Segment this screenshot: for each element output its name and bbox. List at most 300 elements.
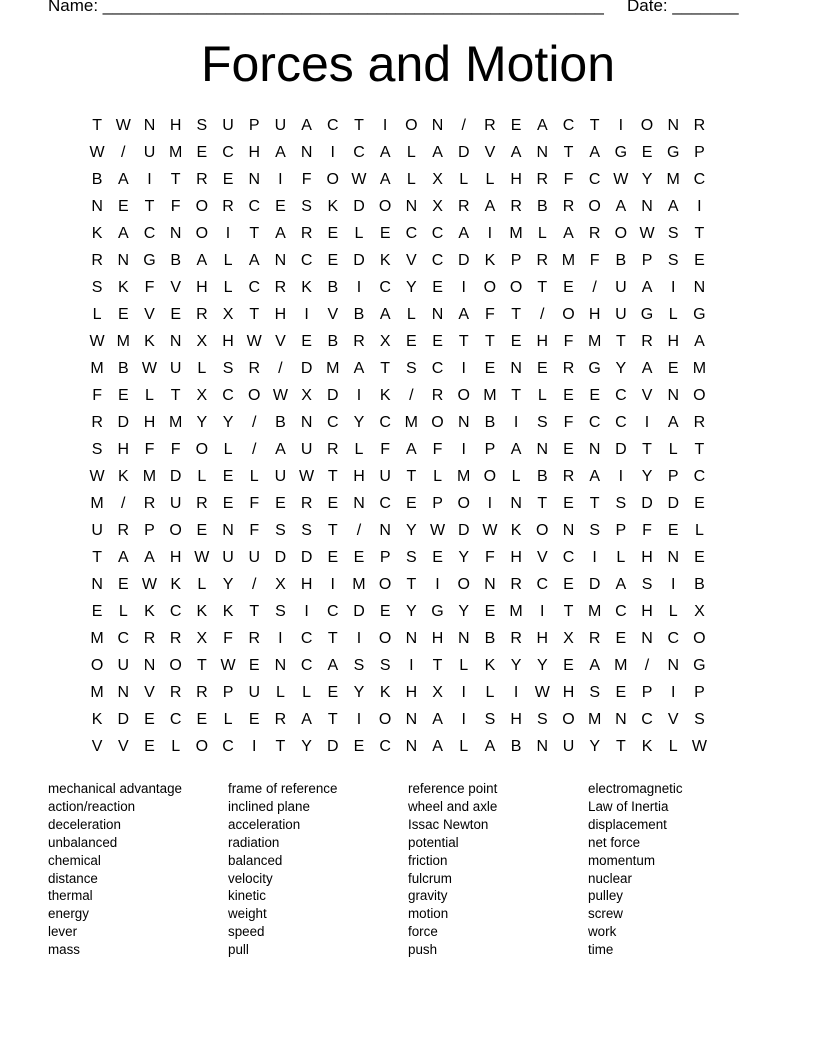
grid-letter[interactable]: U [615, 278, 627, 296]
grid-letter[interactable]: D [615, 440, 627, 458]
grid-letter[interactable]: U [248, 683, 260, 701]
grid-letter[interactable]: M [614, 656, 628, 674]
grid-letter[interactable]: / [121, 494, 126, 512]
grid-letter[interactable]: F [249, 494, 260, 512]
grid-letter[interactable]: S [91, 278, 103, 296]
grid-letter[interactable]: L [197, 467, 207, 485]
grid-letter[interactable]: G [693, 656, 706, 674]
grid-letter[interactable]: C [562, 548, 575, 566]
grid-letter[interactable]: W [115, 116, 131, 134]
grid-letter[interactable]: K [379, 386, 391, 404]
grid-letter[interactable]: E [667, 359, 679, 377]
grid-letter[interactable]: N [379, 521, 391, 539]
grid-letter[interactable]: R [693, 413, 706, 431]
grid-letter[interactable]: I [278, 629, 283, 647]
grid-letter[interactable]: S [536, 710, 548, 728]
grid-letter[interactable]: P [641, 683, 653, 701]
grid-letter[interactable]: S [275, 602, 286, 620]
grid-letter[interactable]: B [615, 251, 627, 269]
grid-letter[interactable]: S [406, 359, 417, 377]
grid-letter[interactable]: O [640, 116, 654, 134]
grid-letter[interactable]: O [431, 413, 444, 431]
grid-letter[interactable]: O [614, 224, 628, 242]
grid-letter[interactable]: C [327, 602, 339, 620]
grid-letter[interactable]: F [249, 521, 260, 539]
grid-letter[interactable]: L [145, 386, 154, 404]
grid-letter[interactable]: N [143, 116, 156, 134]
grid-letter[interactable]: R [562, 197, 575, 215]
grid-letter[interactable]: W [220, 656, 236, 674]
grid-letter[interactable]: A [484, 737, 496, 755]
grid-letter[interactable]: W [429, 521, 446, 539]
grid-letter[interactable]: E [222, 494, 234, 512]
grid-letter[interactable]: M [666, 170, 680, 188]
grid-letter[interactable]: H [353, 467, 365, 485]
grid-letter[interactable]: Y [406, 521, 417, 539]
grid-letter[interactable]: S [667, 251, 679, 269]
grid-letter[interactable]: C [615, 602, 627, 620]
grid-letter[interactable]: W [639, 224, 655, 242]
grid-letter[interactable]: G [640, 305, 654, 323]
grid-letter[interactable]: E [353, 737, 365, 755]
grid-letter[interactable]: W [272, 386, 288, 404]
grid-letter[interactable]: R [196, 683, 208, 701]
grid-letter[interactable]: V [406, 251, 417, 269]
grid-letter[interactable]: U [143, 143, 156, 161]
grid-letter[interactable]: T [170, 170, 181, 188]
grid-letter[interactable]: I [513, 413, 519, 431]
grid-letter[interactable]: D [274, 548, 287, 566]
grid-letter[interactable]: U [222, 116, 234, 134]
grid-letter[interactable]: T [537, 494, 548, 512]
grid-letter[interactable]: S [615, 494, 627, 512]
grid-letter[interactable]: B [484, 629, 496, 647]
grid-letter[interactable]: M [483, 386, 497, 404]
grid-letter[interactable]: T [642, 440, 652, 458]
grid-letter[interactable]: N [117, 251, 130, 269]
grid-letter[interactable]: W [351, 170, 367, 188]
grid-letter[interactable]: I [461, 683, 466, 701]
grid-letter[interactable]: S [353, 656, 365, 674]
grid-letter[interactable]: C [353, 143, 365, 161]
grid-letter[interactable]: X [196, 386, 208, 404]
grid-letter[interactable]: S [589, 683, 600, 701]
grid-letter[interactable]: R [196, 170, 208, 188]
grid-letter[interactable]: F [563, 332, 574, 350]
grid-letter[interactable]: V [144, 305, 155, 323]
grid-letter[interactable]: L [668, 737, 678, 755]
grid-letter[interactable]: I [356, 629, 362, 647]
grid-letter[interactable]: O [457, 494, 470, 512]
grid-letter[interactable]: H [248, 143, 260, 161]
grid-letter[interactable]: C [431, 359, 444, 377]
grid-letter[interactable]: W [534, 683, 550, 701]
grid-letter[interactable]: D [117, 710, 130, 728]
grid-letter[interactable]: / [644, 656, 650, 674]
grid-letter[interactable]: L [223, 710, 233, 728]
grid-letter[interactable]: W [482, 521, 498, 539]
grid-letter[interactable]: E [563, 278, 574, 296]
grid-letter[interactable]: O [536, 521, 549, 539]
grid-letter[interactable]: M [326, 359, 340, 377]
grid-letter[interactable]: L [354, 440, 364, 458]
grid-letter[interactable]: K [144, 332, 155, 350]
grid-letter[interactable]: P [667, 467, 679, 485]
grid-letter[interactable]: A [432, 710, 443, 728]
grid-letter[interactable]: A [117, 548, 129, 566]
grid-letter[interactable]: U [562, 737, 575, 755]
grid-letter[interactable]: U [379, 467, 391, 485]
grid-letter[interactable]: A [406, 440, 417, 458]
grid-letter[interactable]: W [246, 332, 262, 350]
grid-letter[interactable]: L [249, 467, 259, 485]
grid-letter[interactable]: B [170, 251, 181, 269]
grid-letter[interactable]: T [511, 386, 521, 404]
grid-letter[interactable]: L [459, 656, 469, 674]
grid-letter[interactable]: F [589, 251, 600, 269]
grid-letter[interactable]: L [668, 305, 678, 323]
grid-letter[interactable]: T [694, 224, 705, 242]
grid-letter[interactable]: C [379, 494, 391, 512]
grid-letter[interactable]: G [614, 143, 628, 161]
grid-letter[interactable]: X [301, 386, 312, 404]
grid-letter[interactable]: O [90, 656, 104, 674]
grid-letter[interactable]: D [353, 197, 365, 215]
grid-letter[interactable]: F [380, 440, 391, 458]
grid-letter[interactable]: / [356, 521, 362, 539]
grid-letter[interactable]: D [117, 413, 130, 431]
grid-letter[interactable]: O [378, 710, 392, 728]
grid-letter[interactable]: E [406, 494, 417, 512]
grid-letter[interactable]: W [89, 467, 105, 485]
grid-letter[interactable]: R [300, 494, 313, 512]
grid-letter[interactable]: E [563, 386, 574, 404]
grid-letter[interactable]: N [667, 656, 679, 674]
grid-letter[interactable]: E [327, 548, 339, 566]
grid-letter[interactable]: I [461, 278, 466, 296]
grid-letter[interactable]: R [196, 305, 208, 323]
grid-letter[interactable]: U [248, 548, 260, 566]
grid-letter[interactable]: F [642, 521, 652, 539]
grid-letter[interactable]: T [92, 548, 102, 566]
grid-letter[interactable]: N [667, 548, 679, 566]
grid-letter[interactable]: C [117, 629, 130, 647]
grid-letter[interactable]: F [223, 629, 233, 647]
grid-letter[interactable]: I [382, 116, 388, 134]
grid-letter[interactable]: C [615, 413, 627, 431]
grid-letter[interactable]: B [275, 413, 286, 431]
grid-letter[interactable]: K [117, 278, 129, 296]
grid-letter[interactable]: C [222, 386, 234, 404]
grid-letter[interactable]: K [379, 683, 391, 701]
grid-letter[interactable]: E [379, 602, 391, 620]
grid-letter[interactable]: T [563, 143, 574, 161]
grid-letter[interactable]: L [485, 170, 495, 188]
grid-letter[interactable]: T [327, 629, 338, 647]
grid-letter[interactable]: P [222, 683, 234, 701]
grid-letter[interactable]: H [274, 305, 287, 323]
grid-letter[interactable]: E [563, 494, 574, 512]
grid-letter[interactable]: W [299, 467, 315, 485]
grid-letter[interactable]: I [356, 386, 362, 404]
grid-letter[interactable]: T [537, 278, 548, 296]
grid-letter[interactable]: O [483, 278, 497, 296]
grid-letter[interactable]: N [510, 359, 522, 377]
grid-letter[interactable]: N [222, 521, 234, 539]
grid-letter[interactable]: I [697, 197, 702, 215]
grid-letter[interactable]: P [694, 143, 705, 161]
grid-letter[interactable]: C [405, 224, 418, 242]
grid-letter[interactable]: N [143, 656, 156, 674]
grid-letter[interactable]: V [667, 710, 679, 728]
grid-letter[interactable]: K [222, 602, 234, 620]
grid-letter[interactable]: E [694, 251, 705, 269]
grid-letter[interactable]: I [356, 278, 362, 296]
grid-letter[interactable]: L [459, 737, 469, 755]
grid-letter[interactable]: G [693, 305, 706, 323]
grid-letter[interactable]: W [89, 143, 105, 161]
grid-letter[interactable]: K [379, 251, 391, 269]
grid-letter[interactable]: K [91, 224, 103, 242]
grid-letter[interactable]: R [536, 251, 549, 269]
grid-letter[interactable]: F [485, 548, 495, 566]
grid-letter[interactable]: P [694, 683, 705, 701]
grid-letter[interactable]: K [144, 602, 155, 620]
grid-letter[interactable]: T [327, 467, 338, 485]
grid-letter[interactable]: E [510, 116, 522, 134]
grid-letter[interactable]: M [509, 602, 523, 620]
grid-letter[interactable]: H [641, 548, 653, 566]
grid-letter[interactable]: / [251, 440, 257, 458]
grid-letter[interactable]: E [432, 548, 443, 566]
grid-letter[interactable]: O [562, 305, 575, 323]
grid-letter[interactable]: D [457, 521, 470, 539]
grid-letter[interactable]: T [327, 710, 338, 728]
grid-letter[interactable]: X [222, 305, 234, 323]
grid-letter[interactable]: C [641, 710, 653, 728]
grid-letter[interactable]: C [588, 413, 601, 431]
grid-letter[interactable]: E [563, 656, 574, 674]
grid-letter[interactable]: I [670, 683, 676, 701]
grid-letter[interactable]: U [300, 440, 313, 458]
grid-letter[interactable]: G [431, 602, 444, 620]
grid-letter[interactable]: R [300, 224, 313, 242]
grid-letter[interactable]: H [667, 332, 679, 350]
grid-letter[interactable]: K [196, 602, 208, 620]
grid-letter[interactable]: M [90, 494, 104, 512]
grid-letter[interactable]: C [431, 251, 444, 269]
grid-letter[interactable]: T [406, 467, 417, 485]
grid-letter[interactable]: S [301, 521, 312, 539]
grid-letter[interactable]: I [147, 170, 152, 188]
grid-letter[interactable]: W [89, 332, 105, 350]
grid-letter[interactable]: I [513, 683, 519, 701]
grid-letter[interactable]: T [406, 575, 417, 593]
grid-letter[interactable]: A [510, 143, 522, 161]
grid-letter[interactable]: E [117, 305, 129, 323]
grid-letter[interactable]: R [484, 116, 496, 134]
grid-letter[interactable]: V [170, 278, 181, 296]
grid-letter[interactable]: C [169, 710, 182, 728]
grid-letter[interactable]: Y [641, 170, 653, 188]
grid-letter[interactable]: I [487, 224, 493, 242]
grid-letter[interactable]: P [615, 521, 627, 539]
grid-letter[interactable]: I [592, 548, 597, 566]
grid-letter[interactable]: E [536, 359, 548, 377]
grid-letter[interactable]: T [485, 332, 495, 350]
grid-letter[interactable]: A [667, 197, 679, 215]
grid-letter[interactable]: T [615, 737, 626, 755]
grid-letter[interactable]: F [485, 305, 495, 323]
grid-letter[interactable]: Y [615, 359, 627, 377]
grid-letter[interactable]: S [196, 116, 208, 134]
grid-letter[interactable]: R [588, 224, 601, 242]
grid-letter[interactable]: E [117, 575, 129, 593]
grid-letter[interactable]: C [300, 656, 313, 674]
grid-letter[interactable]: C [615, 386, 627, 404]
grid-letter[interactable]: D [667, 494, 679, 512]
grid-letter[interactable]: Y [222, 413, 234, 431]
grid-letter[interactable]: L [406, 170, 416, 188]
grid-letter[interactable]: N [457, 629, 470, 647]
grid-letter[interactable]: I [356, 710, 362, 728]
grid-letter[interactable]: P [510, 251, 522, 269]
grid-letter[interactable]: N [536, 440, 549, 458]
grid-letter[interactable]: O [378, 197, 392, 215]
grid-letter[interactable]: D [169, 467, 182, 485]
grid-letter[interactable]: C [588, 170, 601, 188]
grid-letter[interactable]: M [692, 359, 707, 377]
grid-letter[interactable]: L [668, 440, 678, 458]
grid-letter[interactable]: / [251, 575, 257, 593]
grid-letter[interactable]: T [589, 116, 600, 134]
grid-letter[interactable]: E [641, 143, 653, 161]
grid-letter[interactable]: L [354, 224, 364, 242]
grid-letter[interactable]: W [141, 575, 158, 593]
grid-letter[interactable]: A [379, 305, 391, 323]
grid-letter[interactable]: C [143, 224, 156, 242]
grid-letter[interactable]: T [196, 656, 207, 674]
grid-letter[interactable]: F [170, 197, 181, 215]
grid-letter[interactable]: D [457, 143, 470, 161]
grid-letter[interactable]: M [587, 332, 602, 350]
grid-letter[interactable]: Y [536, 656, 548, 674]
grid-letter[interactable]: C [379, 278, 391, 296]
grid-letter[interactable]: M [142, 467, 157, 485]
grid-letter[interactable]: A [117, 170, 129, 188]
grid-letter[interactable]: T [511, 305, 521, 323]
grid-letter[interactable]: M [168, 413, 183, 431]
grid-letter[interactable]: I [670, 575, 676, 593]
grid-letter[interactable]: T [249, 224, 260, 242]
grid-letter[interactable]: S [406, 548, 417, 566]
grid-letter[interactable]: I [461, 440, 466, 458]
grid-letter[interactable]: U [274, 116, 287, 134]
grid-letter[interactable]: D [588, 575, 601, 593]
grid-letter[interactable]: E [196, 521, 208, 539]
grid-letter[interactable]: I [435, 575, 440, 593]
grid-letter[interactable]: E [301, 332, 312, 350]
grid-letter[interactable]: K [91, 710, 103, 728]
grid-letter[interactable]: A [563, 224, 574, 242]
grid-letter[interactable]: L [616, 548, 626, 566]
grid-letter[interactable]: M [168, 143, 183, 161]
grid-letter[interactable]: R [143, 629, 156, 647]
grid-letter[interactable]: V [91, 737, 103, 755]
grid-letter[interactable]: R [431, 386, 444, 404]
grid-letter[interactable]: R [274, 278, 287, 296]
grid-letter[interactable]: X [432, 170, 443, 188]
grid-letter[interactable]: R [562, 359, 575, 377]
grid-letter[interactable]: I [304, 602, 309, 620]
grid-letter[interactable]: O [326, 170, 339, 188]
grid-letter[interactable]: T [694, 440, 705, 458]
grid-letter[interactable]: R [274, 710, 287, 728]
grid-letter[interactable]: T [380, 359, 391, 377]
grid-letter[interactable]: P [379, 548, 391, 566]
grid-letter[interactable]: A [117, 224, 129, 242]
grid-letter[interactable]: P [144, 521, 155, 539]
grid-letter[interactable]: C [327, 116, 339, 134]
grid-letter[interactable]: H [431, 629, 444, 647]
grid-letter[interactable]: D [457, 251, 470, 269]
grid-letter[interactable]: B [694, 575, 705, 593]
grid-letter[interactable]: L [406, 305, 416, 323]
grid-letter[interactable]: E [615, 629, 627, 647]
grid-letter[interactable]: E [615, 683, 627, 701]
grid-letter[interactable]: S [275, 521, 286, 539]
grid-letter[interactable]: R [588, 629, 601, 647]
grid-letter[interactable]: X [196, 332, 208, 350]
grid-letter[interactable]: M [404, 413, 418, 431]
grid-letter[interactable]: O [588, 197, 601, 215]
grid-letter[interactable]: E [222, 467, 234, 485]
grid-letter[interactable]: R [327, 440, 339, 458]
grid-letter[interactable]: S [484, 710, 496, 728]
grid-letter[interactable]: E [432, 332, 443, 350]
grid-letter[interactable]: B [510, 737, 522, 755]
grid-letter[interactable]: A [458, 224, 470, 242]
grid-letter[interactable]: E [379, 224, 391, 242]
grid-letter[interactable]: N [91, 197, 103, 215]
grid-letter[interactable]: S [641, 575, 653, 593]
grid-letter[interactable]: A [275, 440, 286, 458]
grid-letter[interactable]: A [301, 116, 312, 134]
grid-letter[interactable]: H [300, 575, 313, 593]
grid-letter[interactable]: A [301, 710, 312, 728]
grid-letter[interactable]: L [459, 170, 469, 188]
grid-letter[interactable]: E [353, 548, 365, 566]
grid-letter[interactable]: I [304, 305, 309, 323]
grid-letter[interactable]: I [487, 494, 493, 512]
grid-letter[interactable]: L [406, 143, 416, 161]
grid-letter[interactable]: / [461, 116, 466, 134]
grid-letter[interactable]: E [563, 575, 574, 593]
grid-letter[interactable]: N [588, 440, 601, 458]
grid-letter[interactable]: B [327, 278, 339, 296]
grid-letter[interactable]: F [92, 386, 102, 404]
grid-letter[interactable]: N [117, 683, 130, 701]
grid-letter[interactable]: U [169, 359, 182, 377]
grid-letter[interactable]: H [641, 602, 653, 620]
grid-letter[interactable]: S [667, 224, 679, 242]
grid-letter[interactable]: L [223, 278, 233, 296]
grid-letter[interactable]: / [540, 305, 545, 323]
grid-letter[interactable]: R [117, 521, 130, 539]
grid-letter[interactable]: I [618, 467, 624, 485]
grid-letter[interactable]: / [278, 359, 283, 377]
grid-letter[interactable]: N [562, 521, 575, 539]
